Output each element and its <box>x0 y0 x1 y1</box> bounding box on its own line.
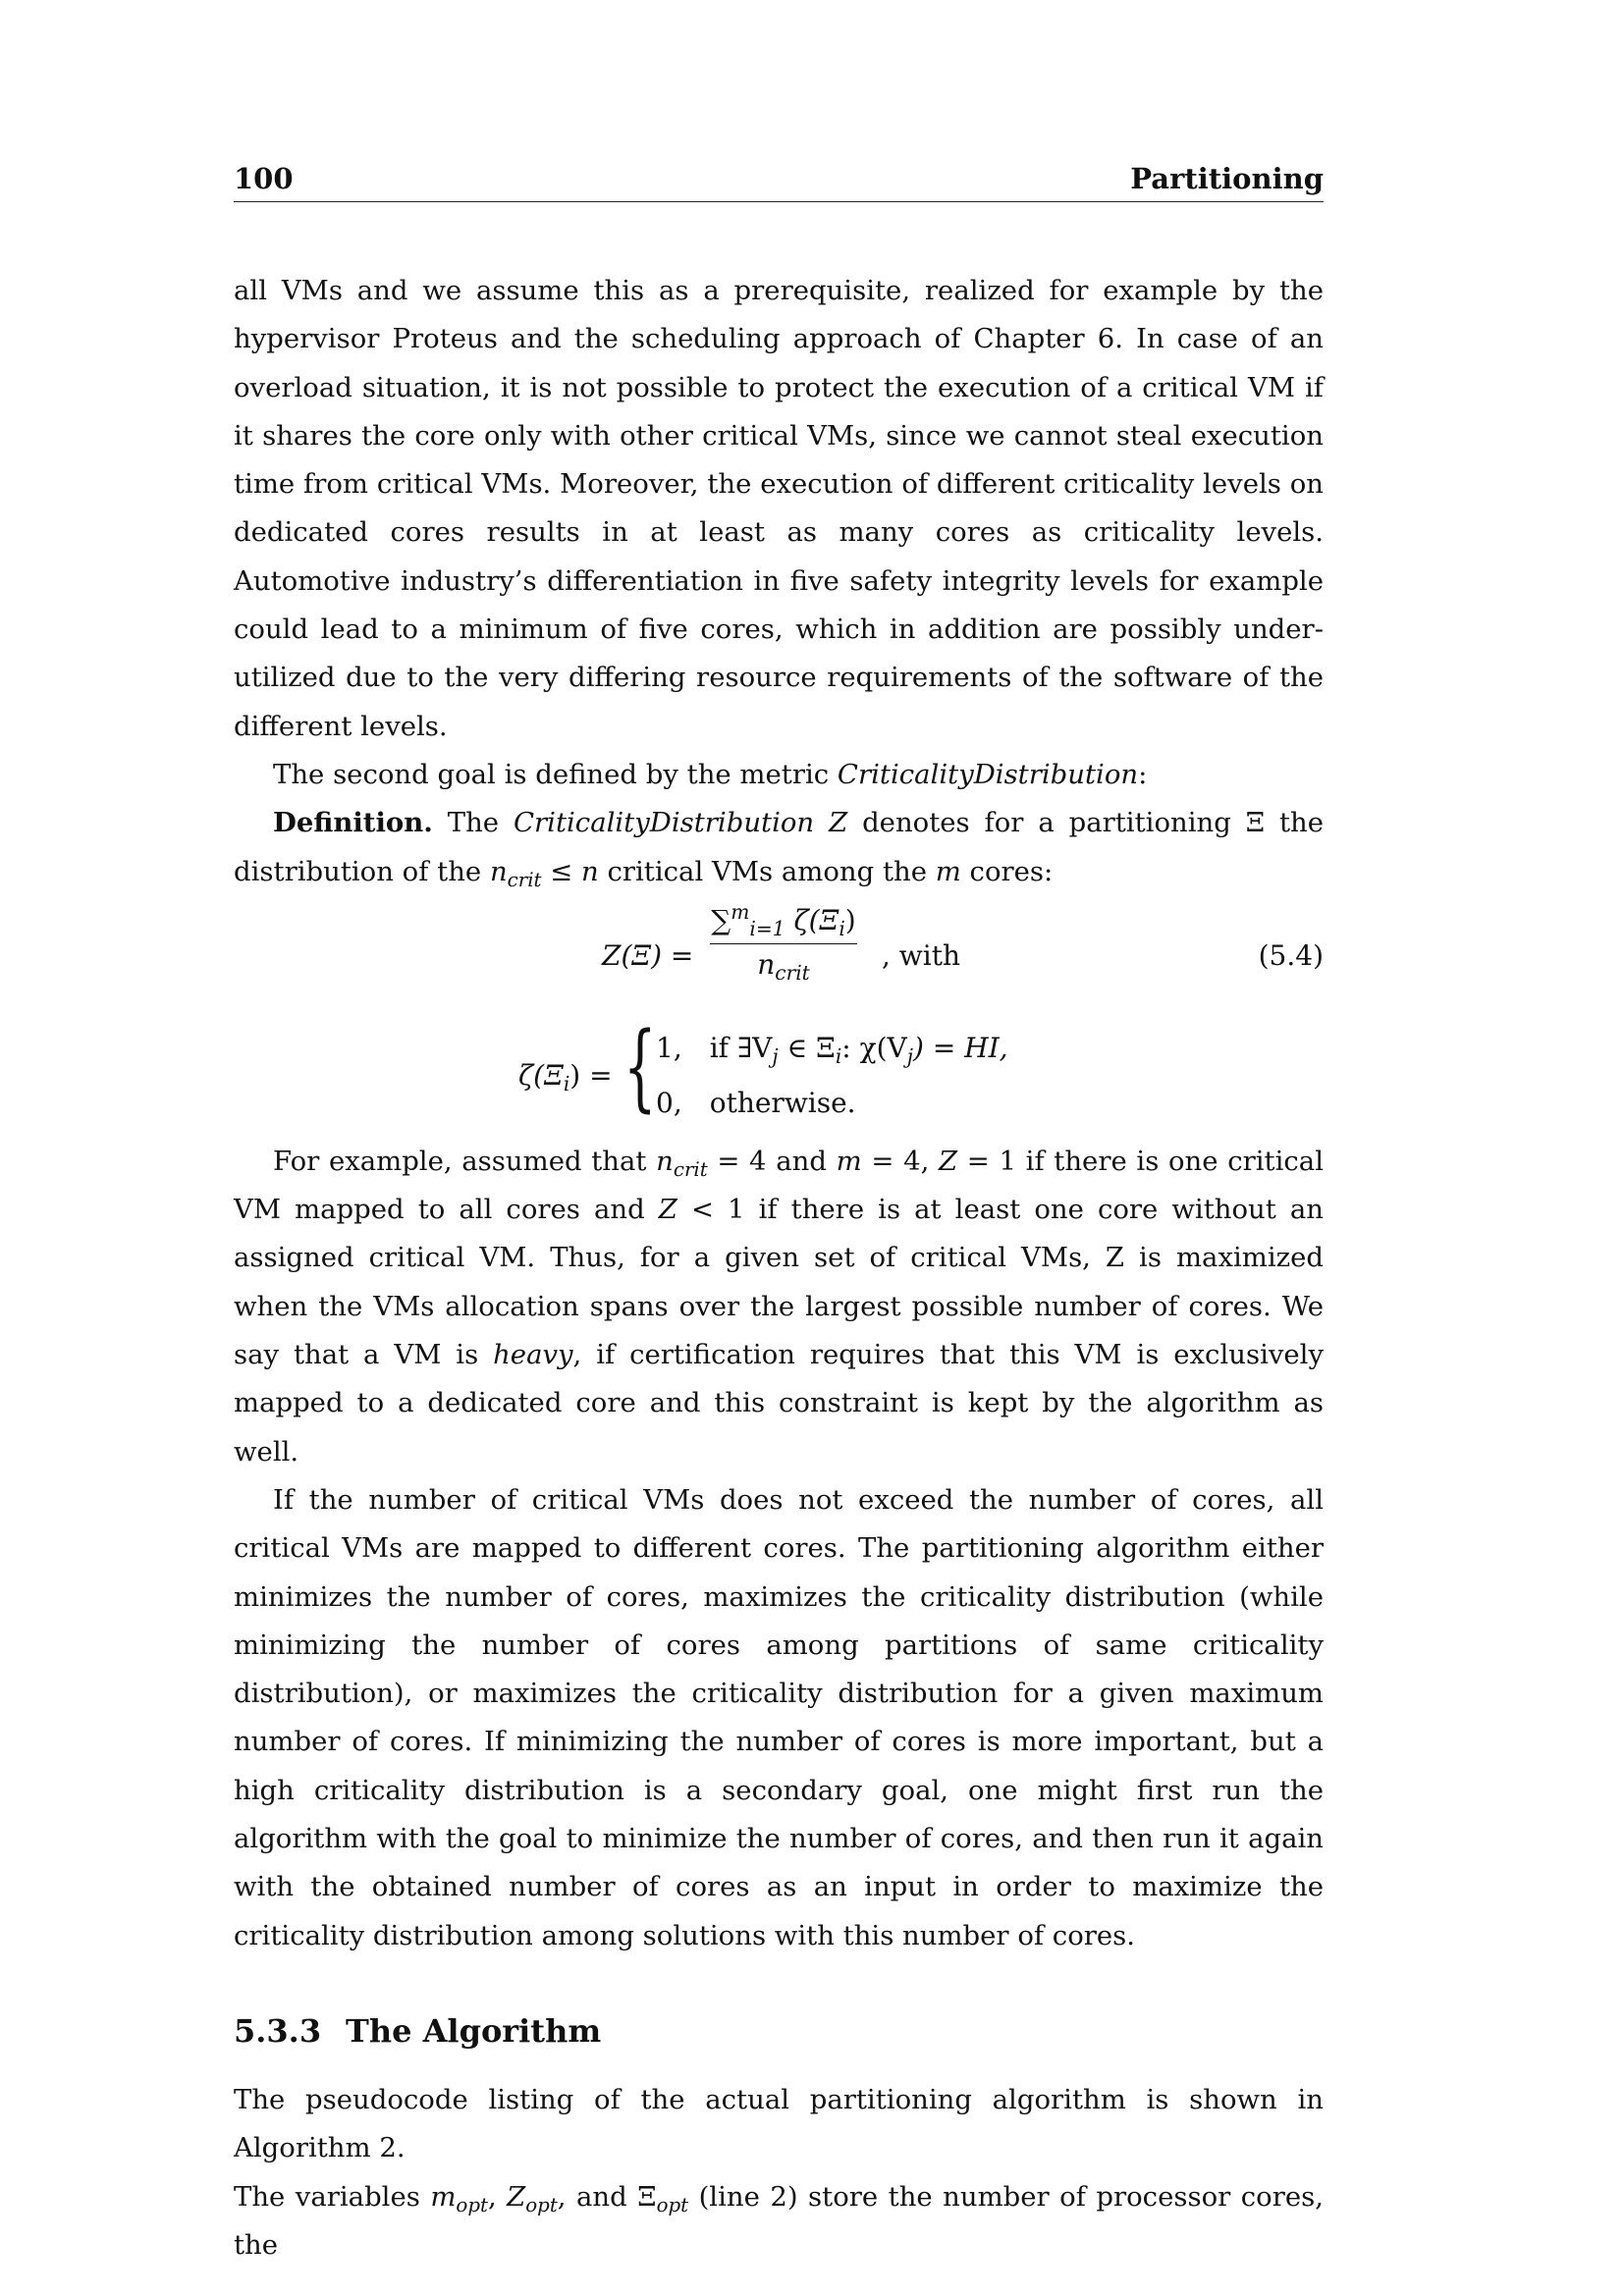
equation-zeta: $\zeta(\Xi_i)$ = { 1, if $\exists V_j$ ∈ $\Xi_i$: $\chi(V_j)$ = HI, 0, otherwise. <box>518 1011 1008 1122</box>
section-number: 5.3.3 <box>234 2011 322 2050</box>
metric-name: CriticalityDistribution <box>837 758 1139 790</box>
definition: Definition. The CriticalityDistribution Z denotes for a partitioning Ξ the distribution of the $n_{crit} \le n$ critical VMs among the m cores: <box>234 807 1324 891</box>
paragraph-6: The variables $m_{opt}$, $Z_{opt}$, and $\Xi_{opt}$ (line 2) store the number of processor cores, the <box>234 2180 1324 2261</box>
brace: { <box>623 1011 657 1122</box>
section-heading <box>234 2011 1324 2051</box>
running-header <box>234 160 1324 202</box>
paragraph-2: The second goal is defined by the metric CriticalityDistribution: <box>273 758 1148 790</box>
paragraph-3: For example, assumed that $n_{crit} = 4$ and m = 4, Z = 1 if there is one critical VM mapped to all cores and Z < 1 if there is at least one core without an assigned critical VM. Thus, for a given set of critical VMs, Z is maximized when the VMs allocation spans over the largest possible number of cores. We say that a VM is heavy, if certification requires that this VM is exclusively mapped to a dedicated core and this constraint is kept by the algorithm as well. <box>234 1145 1325 1468</box>
page-number: 100 <box>234 162 294 195</box>
paragraph-5: The pseudocode listing of the actual partitioning algorithm is shown in Algorithm 2. <box>234 2083 1324 2164</box>
body-text <box>234 267 1324 2269</box>
fraction: ∑$^m_{i=1}$ $\zeta(\Xi_i)$ $n_{crit}$ <box>711 899 856 985</box>
paragraph-4: If the number of critical VMs does not exceed the number of cores, all critical VMs are mapped to different cores. The partitioning algorithm either minimizes the number of cores, maximizes the criticality distribution (while minimizing the number of cores among partitions of same criticality distribution), or maximizes the criticality distribution for a given maximum number of cores. If minimizing the number of cores is more important, but a high criticality distribution is a secondary goal, one might first run the algorithm with the goal to minimize the number of cores, and then run it again with the obtained number of cores as an input in order to maximize the criticality distribution among solutions with this number of cores. <box>234 1483 1324 1951</box>
section-title: The Algorithm <box>346 2011 602 2050</box>
definition-label: Definition. <box>273 807 433 839</box>
term-heavy: heavy <box>493 1339 573 1371</box>
paragraph-1: all VMs and we assume this as a prerequisite, realized for example by the hypervisor Proteus and the scheduling approach of Chapter 6. In case of an overload situation, it is not possible to protect the execution of a critical VM if it shares the core only with other critical VMs, since we cannot steal execution time from critical VMs. Moreover, the execution of different criticality levels on dedicated cores results in at least as many cores as criticality levels. Automotive industry’s differentiation in five safety integrity levels for example could lead to a minimum of five cores, which in addition are possibly under-utilized due to the very differing resource requirements of the software of the different levels. <box>234 275 1324 742</box>
equation-5-4: Z(Ξ) = ∑$^m_{i=1}$ $\zeta(\Xi_i)$ $n_{crit}$ , with (5.4) <box>602 899 1324 985</box>
chapter-title: Partitioning <box>1130 162 1324 195</box>
equation-number: (5.4) <box>1258 938 1324 972</box>
